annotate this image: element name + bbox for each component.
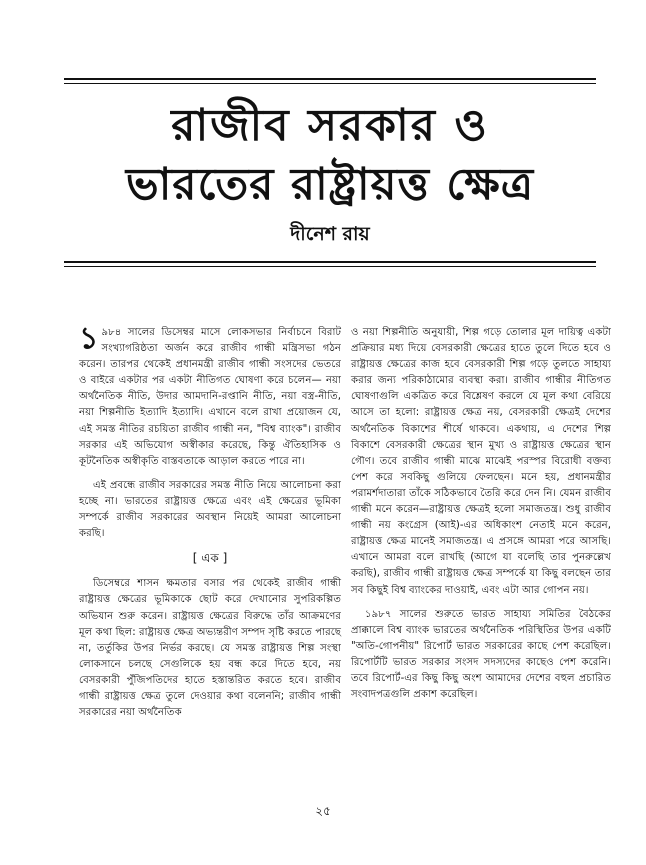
paragraph-2: এই প্রবন্ধে রাজীব সরকারের সমস্ত নীতি নিয়ে আলোচনা করা হচ্ছে না। ভারতের রাষ্ট্রায়ত্ত ক্ষেত্রে এবং এই ক্ষেত্রের ভূমিকা সম্পর্কে রাজীব সরকারের অবস্থান নিয়েই আমরা আলোচনা করছি। [79,479,341,540]
bottom-rule-1 [64,261,596,263]
paragraph-3: ডিসেম্বরে শাসন ক্ষমতার বসার পর থেকেই রাজীব গান্ধী রাষ্ট্রায়ত্ত ক্ষেত্রের ভূমিকাকে ছোট করে দেখানোর সুপরিকল্পিত অভিযান শুরু করেন। রাষ্ট্রায়ত্ত ক্ষেত্রের বিরুদ্ধে তাঁর আক্রমণের মূল কথা ছিল: রাষ্ট্রায়ত্ত ক্ষেত্র অভ্যন্তরীণ সম্পদ সৃষ্টি করতে পারছে না, তর্তুকির উপর নির্ভর করছে। যে সমস্ত রাষ্ট্রায়ত্ত শিল্প সংস্থা লোকসানে চলছে সেগুলিকে হয় বন্ধ করে দিতে হবে, নয় বেসরকারী পুঁজিপতিদের হাতে হস্তান্তরিত করতে হবে। রাজীব গান্ধী রাষ্ট্রায়ত্ত ক্ষেত্র তুলে দেওয়ার কথা বলেননি; রাজীব গান্ধী সরকারের নয়া অর্থনৈতিক [79,578,341,719]
paragraph-1 [79,321,341,470]
section-heading: [ এক ] [192,551,228,566]
paragraph-5: ১৯৮৭ সালের শুরুতে ভারত সাহায্য সমিতির বৈঠকের প্রাক্কালে বিশ্ব ব্যাংক ভারতের অর্থনৈতিক পরিস্থিতির উপর একটি "অতি-গোপনীয়" রিপোর্ট ভারত সরকারের কাছে পেশ করেছিল। রিপোর্টটি ভারত সরকার সংসদ সদস্যদের কাছেও পেশ করেনি। তবে রিপোর্ট-এর কিছু কিছু অংশ আমাদের দেশের বহুল প্রচারিত সংবাদপত্রগুলি প্রকাশ করেছিল। [351,608,611,701]
top-rule-1 [64,78,596,80]
paragraph-4: ও নয়া শিল্পনীতি অনুযায়ী, শিল্প গড়ে তোলার মূল দায়িত্ব একটা প্রক্রিয়ার মধ্য দিয়ে বেসরকারী ক্ষেত্রের হাতে তুলে দিতে হবে ও রাষ্ট্রায়ত্ত ক্ষেত্রের কাজ হবে বেসরকারী শিল্প গড়ে তুলতে সাহায্য করার জন্য পরিকাঠামোর ব্যবস্থা করা। রাজীব গান্ধীর নীতিগত ঘোষণাগুলি একত্রিত করে বিশ্লেষণ করলে যে মূল কথা বেরিয়ে আসে তা হলো: রাষ্ট্রায়ত্ত ক্ষেত্র নয়, বেসরকারী ক্ষেত্রই দেশের অর্থনৈতিক বিকাশের শীর্ষে থাকবে। একথায়, এ দেশের শিল্প বিকাশে বেসরকারী ক্ষেত্রের স্থান মুখ্য ও রাষ্ট্রায়ত্ত ক্ষেত্রের স্থান গৌণ। তবে রাজীব গান্ধী মাঝে মাঝেই পরস্পর বিরোধী বক্তব্য পেশ করে সবকিছু গুলিয়ে ফেলছেন। মনে হয়, প্রধানমন্ত্রীর পরামর্শদাতারা তাঁকে সঠিকভাবে তৈরি করে দেন নি। যেমন রাজীব গান্ধী মনে করেন—রাষ্ট্রায়ত্ত ক্ষেত্রই হলো সমাজতন্ত্র। শুধু রাজীব গান্ধী নয় কংগ্রেস (আই)-এর অধিকাংশ নেতাই মনে করেন, রাষ্ট্রায়ত্ত ক্ষেত্র মানেই সমাজতন্ত্র। এ প্রসঙ্গে আমরা পরে আসছি। এখানে আমরা বলে রাখছি (আগে যা বলেছি তার পুনরুল্লেখ করছি), রাজীব গান্ধী রাষ্ট্রায়ত্ত ক্ষেত্র সম্পর্কে যা কিছু বলছেন তার সব কিছুই বিশ্ব ব্যাংকের দাওয়াই, এবং এটা আর গোপন নয়। [351,327,611,596]
bottom-rule-2 [64,266,596,267]
left-column [79,321,341,729]
article-title-line-2: ভারতের রাষ্ট্রায়ত্ত ক্ষেত্র [125,159,535,210]
top-rule-2 [64,83,596,84]
author-name: দীনেশ রায় [290,223,370,245]
page-number: ২৫ [315,804,331,818]
right-column [351,325,611,711]
drop-cap: ১ [79,321,99,356]
paragraph-1-text: ৯৮৪ সালের ডিসেম্বর মাসে লোকসভার নির্বাচনে বিরাট সংখ্যাগরিষ্ঠতা অর্জন করে রাজীব গান্ধী মন্ত্রিসভা গঠন করেন। তারপর থেকেই প্রধানমন্ত্রী রাজীব গান্ধী সংসদের ভেতরে ও বাইরে একটার পর একটা নীতিগত ঘোষণা করে চলেন— নয়া অর্থনৈতিক নীতি, উদার আমদানি-রপ্তানি নীতি, নয়া বস্ত্র-নীতি, নয়া শিল্পনীতি ইত্যাদি ইত্যাদি। এখানে বলে রাখা প্রয়োজন যে, এই সমস্ত নীতির রচয়িতা রাজীব গান্ধী নন, "বিশ্ব ব্যাংক"। রাজীব সরকার এই অভিযোগ অস্বীকার করেছে, কিন্তু ঐতিহাসিক ও কূটনৈতিক অস্বীকৃতি বাস্তবতাকে আড়াল করতে পারে না। [79,327,341,467]
article-title-line-1: রাজীব সরকার ও [171,100,489,151]
